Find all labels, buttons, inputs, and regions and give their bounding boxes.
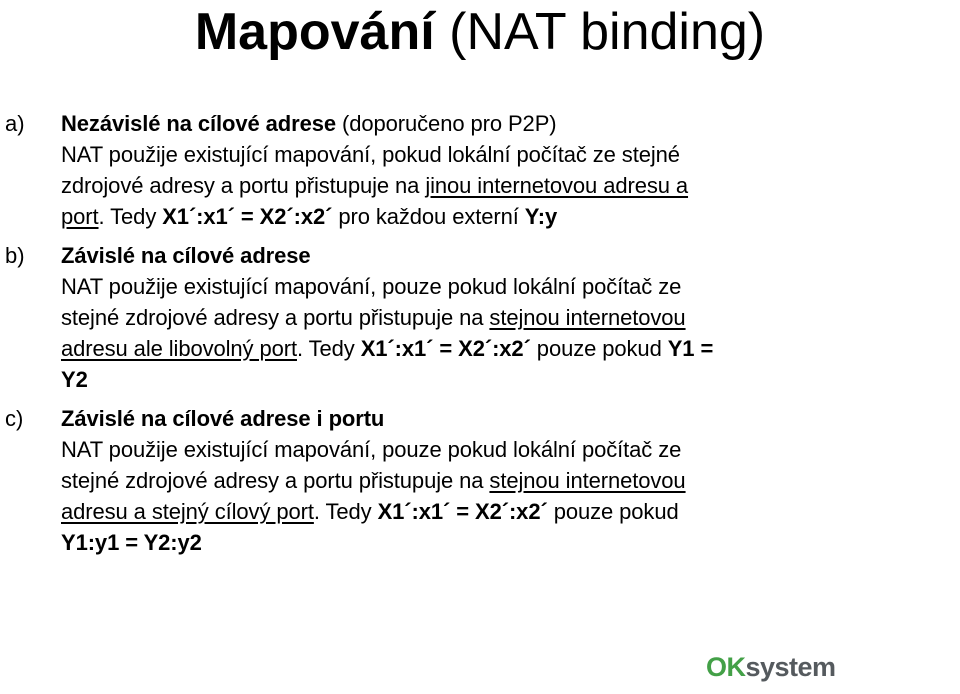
heading-note: (doporučeno pro P2P) bbox=[336, 111, 557, 136]
formula: Y1:y1 = Y2:y2 bbox=[61, 530, 202, 555]
text-span: stejné zdrojové adresy a portu přistupuje na bbox=[61, 468, 490, 493]
text-span: NAT použije existující mapování, pouze pokud lokální počítač ze bbox=[61, 437, 682, 462]
text-span: NAT použije existující mapování, pokud lokální počítač ze stejné bbox=[61, 142, 680, 167]
title-subtitle: (NAT binding) bbox=[434, 3, 766, 61]
item-heading bbox=[61, 403, 901, 434]
title-main: Mapování bbox=[194, 3, 435, 61]
underlined-text: jinou internetovou adresu a bbox=[425, 173, 689, 198]
heading-text: Závislé na cílové adrese i portu bbox=[61, 406, 385, 431]
text-span: . Tedy bbox=[296, 336, 361, 361]
item-text-line bbox=[61, 527, 901, 558]
underlined-text: stejnou internetovou bbox=[489, 468, 686, 493]
item-text-line bbox=[61, 364, 901, 395]
item-heading bbox=[61, 240, 901, 271]
underlined-text: port bbox=[61, 204, 99, 229]
formula: Y:y bbox=[524, 204, 558, 229]
list-marker: c) bbox=[5, 406, 24, 431]
text-span: . Tedy bbox=[98, 204, 163, 229]
text-span: pro každou externí bbox=[332, 204, 525, 229]
text-span: pouze pokud bbox=[547, 499, 679, 524]
list-item-a bbox=[0, 108, 901, 232]
text-span: stejné zdrojové adresy a portu přistupuje na bbox=[61, 305, 490, 330]
bullet-list bbox=[0, 108, 960, 558]
underlined-text: adresu a stejný cílový port bbox=[61, 499, 314, 524]
text-span: . Tedy bbox=[313, 499, 378, 524]
formula: X1´:x1´ = X2´:x2´ bbox=[377, 499, 548, 524]
list-marker: a) bbox=[5, 111, 25, 136]
heading-text: Nezávislé na cílové adrese bbox=[61, 111, 337, 136]
text-span: pouze pokud bbox=[530, 336, 668, 361]
oksystem-logo bbox=[706, 651, 836, 683]
list-item-b bbox=[0, 240, 901, 395]
item-text-line bbox=[61, 465, 901, 496]
underlined-text: adresu ale libovolný port bbox=[61, 336, 297, 361]
formula: Y1 = bbox=[667, 336, 714, 361]
formula: Y2 bbox=[61, 367, 88, 392]
item-text-line bbox=[61, 434, 901, 465]
formula: X1´:x1´ = X2´:x2´ bbox=[360, 336, 531, 361]
slide-title bbox=[0, 2, 960, 62]
item-text-line bbox=[61, 271, 901, 302]
item-text-line bbox=[61, 170, 901, 201]
logo-system: system bbox=[745, 652, 836, 682]
heading-text: Závislé na cílové adrese bbox=[61, 243, 311, 268]
text-span: NAT použije existující mapování, pouze pokud lokální počítač ze bbox=[61, 274, 682, 299]
item-text-line bbox=[61, 201, 901, 232]
text-span: zdrojové adresy a portu přistupuje na bbox=[61, 173, 426, 198]
formula: X1´:x1´ = X2´:x2´ bbox=[162, 204, 333, 229]
logo-ok: OK bbox=[706, 652, 746, 682]
list-marker: b) bbox=[5, 243, 25, 268]
underlined-text: stejnou internetovou bbox=[489, 305, 686, 330]
item-heading bbox=[61, 108, 901, 139]
item-text-line bbox=[61, 333, 901, 364]
item-text-line bbox=[61, 496, 901, 527]
item-text-line bbox=[61, 302, 901, 333]
item-text-line bbox=[61, 139, 901, 170]
list-item-c bbox=[0, 403, 901, 558]
